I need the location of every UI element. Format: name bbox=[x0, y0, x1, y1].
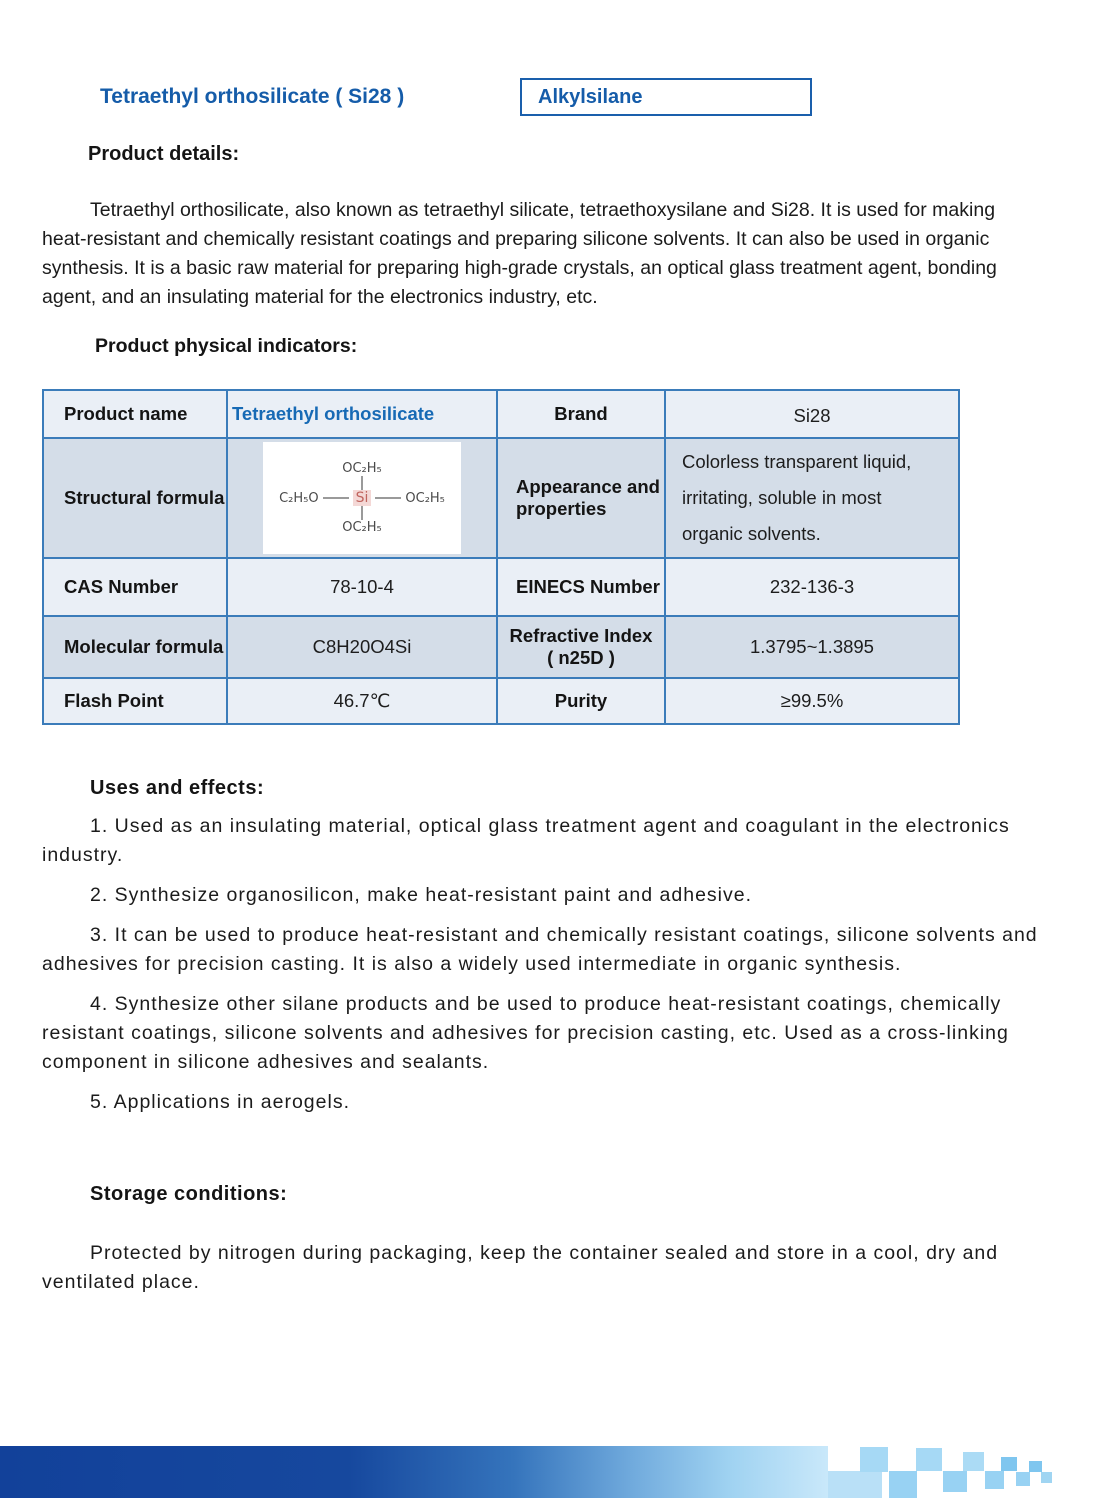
mosaic-square bbox=[828, 1471, 882, 1498]
bond-line bbox=[323, 497, 349, 499]
mosaic-square bbox=[943, 1471, 967, 1492]
structural-formula-diagram bbox=[263, 442, 461, 554]
bond-line bbox=[375, 497, 401, 499]
mosaic-square bbox=[1029, 1461, 1042, 1472]
mosaic-square bbox=[860, 1447, 888, 1472]
uses-item: 3. It can be used to produce heat-resistant and chemically resistant coatings, silicone solvents and adhesives for precision casting. It is also a widely used intermediate in organic synthesis. bbox=[42, 924, 1038, 975]
formula-bottom-label: OC₂H₅ bbox=[342, 520, 382, 535]
molecular-formula-value: C8H20O4Si bbox=[227, 616, 497, 678]
molecular-formula-label: Molecular formula bbox=[43, 616, 227, 678]
page-title: Tetraethyl orthosilicate ( Si28 ) bbox=[100, 85, 405, 108]
uses-list bbox=[42, 812, 1056, 1128]
table-row bbox=[43, 558, 959, 616]
formula-top-label: OC₂H₅ bbox=[342, 461, 382, 476]
formula-right-label: OC₂H₅ bbox=[405, 490, 445, 506]
mosaic-square bbox=[1001, 1457, 1017, 1471]
uses-heading: Uses and effects: bbox=[90, 777, 265, 799]
bond-line bbox=[361, 506, 363, 520]
flash-point-value: 46.7℃ bbox=[227, 678, 497, 724]
cas-number-value: 78-10-4 bbox=[227, 558, 497, 616]
uses-item: 1. Used as an insulating material, optical glass treatment agent and coagulant in the electronics industry. bbox=[42, 815, 1010, 866]
uses-item: 5. Applications in aerogels. bbox=[90, 1091, 350, 1113]
einecs-number-label: EINECS Number bbox=[497, 558, 665, 616]
cas-number-label: CAS Number bbox=[43, 558, 227, 616]
structural-formula-cell bbox=[227, 438, 497, 558]
brand-label: Brand bbox=[497, 390, 665, 438]
appearance-value: Colorless transparent liquid, irritating, soluble in most organic solvents. bbox=[665, 438, 959, 558]
mosaic-square bbox=[889, 1471, 917, 1498]
mosaic-square bbox=[1016, 1472, 1030, 1486]
flash-point-label: Flash Point bbox=[43, 678, 227, 724]
bond-line bbox=[361, 476, 363, 490]
product-name-value: Tetraethyl orthosilicate bbox=[227, 390, 497, 438]
product-name-label: Product name bbox=[43, 390, 227, 438]
category-label: Alkylsilane bbox=[538, 85, 643, 108]
purity-label: Purity bbox=[497, 678, 665, 724]
silicon-atom: Si bbox=[353, 490, 372, 506]
einecs-number-value: 232-136-3 bbox=[665, 558, 959, 616]
footer-gradient-bar bbox=[0, 1446, 828, 1498]
refractive-index-value: 1.3795~1.3895 bbox=[665, 616, 959, 678]
product-details-heading: Product details: bbox=[88, 143, 240, 165]
physical-indicators-heading: Product physical indicators: bbox=[95, 335, 358, 357]
table-row bbox=[43, 438, 959, 558]
mosaic-square bbox=[916, 1448, 942, 1471]
structural-formula-label: Structural formula bbox=[43, 438, 227, 558]
table-row bbox=[43, 678, 959, 724]
category-box bbox=[520, 78, 812, 116]
brand-value: Si28 bbox=[665, 390, 959, 438]
appearance-label: Appearance and properties bbox=[497, 438, 665, 558]
uses-item: 4. Synthesize other silane products and be used to produce heat-resistant coatings, chemically resistant coatings, silicone solvents and adhesives for precision casting, etc. Used as a cross-linking component in silicone adhesives and sealants. bbox=[42, 993, 1009, 1073]
table-row bbox=[43, 390, 959, 438]
physical-indicators-table bbox=[42, 389, 960, 725]
mosaic-square bbox=[985, 1471, 1004, 1489]
refractive-index-label: Refractive Index ( n25D ) bbox=[497, 616, 665, 678]
storage-heading: Storage conditions: bbox=[90, 1183, 288, 1205]
storage-text: Protected by nitrogen during packaging, keep the container sealed and store in a cool, dry and ventilated place. bbox=[42, 1241, 999, 1293]
uses-item: 2. Synthesize organosilicon, make heat-resistant paint and adhesive. bbox=[90, 884, 753, 906]
mosaic-square bbox=[963, 1452, 984, 1471]
product-details-text: Tetraethyl orthosilicate, also known as tetraethyl silicate, tetraethoxysilane and Si28. It is used for making heat-resistant and chemically resistant coatings and preparing silicone solvents. It can also be used in organic synthesis. It is a basic raw material for preparing high-grade crystals, an optical glass treatment agent, bonding agent, and an insulating material for the electronics industry, etc. bbox=[42, 198, 997, 308]
table-row bbox=[43, 616, 959, 678]
purity-value: ≥99.5% bbox=[665, 678, 959, 724]
formula-left-label: C₂H₅O bbox=[279, 490, 319, 506]
mosaic-square bbox=[1041, 1472, 1052, 1483]
